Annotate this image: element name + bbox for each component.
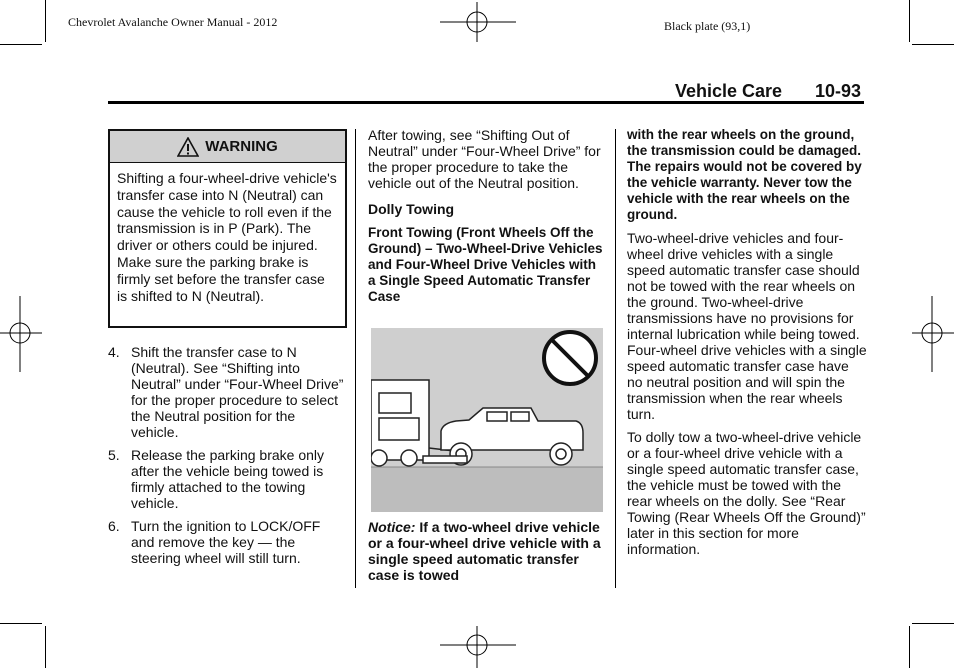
crop-mark: [912, 44, 954, 45]
dolly-tow-prohibited-illustration: [371, 328, 603, 512]
warning-icon: [177, 137, 199, 157]
warning-box: [108, 129, 347, 328]
page-number: 10-93: [815, 81, 862, 101]
steps-list: [108, 344, 344, 573]
warning-label: WARNING: [205, 138, 278, 155]
dolly-tow-paragraph: To dolly tow a two-wheel-drive vehicle or a four-wheel drive vehicle with a single speed automatic transfer case, the vehicle must be towed with the rear wheels on the dolly. See “Rear Towing (Rear Wheels Off the Ground)” later in this section for more information.: [627, 429, 866, 557]
crop-mark: [0, 623, 42, 624]
notice-paragraph: [368, 519, 603, 583]
registration-mark-top: [440, 2, 516, 42]
header-rule: [108, 101, 864, 104]
crop-mark: [45, 626, 46, 668]
section-title: Vehicle Care: [675, 81, 783, 101]
column-divider: [615, 129, 616, 588]
warning-text: Shifting a four-wheel-drive vehicle's transfer case into N (Neutral) can cause the vehicle to roll even if the transmission is in P (Park). The driver or others could be injured. Make sure the parking brake is firmly set before the transfer case is shifted to N (Neutral).: [117, 170, 337, 304]
list-item: 5. Release the parking brake only after the vehicle being towed is firmly attached to the towing vehicle.: [108, 447, 325, 511]
notice-text: If a two-wheel drive vehicle or a four-wheel drive vehicle with a single speed automatic transfer case is towed: [368, 519, 601, 583]
dolly-towing-heading: Dolly Towing: [368, 201, 455, 217]
list-item: 6. Turn the ignition to LOCK/OFF and remove the key — the steering wheel will still turn.: [108, 518, 321, 566]
manual-title: Chevrolet Avalanche Owner Manual - 2012: [68, 15, 278, 29]
notice-continued: with the rear wheels on the ground, the transmission could be damaged. The repairs would not be covered by the vehicle warranty. Never tow the vehicle with the rear wheels on the ground.: [627, 127, 862, 222]
crop-mark: [912, 623, 954, 624]
column-divider: [355, 129, 356, 588]
crop-mark: [909, 626, 910, 668]
registration-mark-left: [0, 296, 42, 372]
prohibition-icon: [544, 332, 596, 384]
notice-label: Notice:: [368, 519, 416, 535]
after-towing-text: After towing, see “Shifting Out of Neutral” under “Four-Wheel Drive” for the proper procedure to take the vehicle out of the Neutral position.: [368, 127, 601, 191]
warning-header: [110, 131, 345, 163]
registration-mark-right: [912, 296, 954, 372]
crop-mark: [0, 44, 42, 45]
crop-mark: [909, 0, 910, 42]
crop-mark: [45, 0, 46, 42]
list-item: 4. Shift the transfer case to N (Neutral). See “Shifting into Neutral” under “Four-Wheel Drive” for the proper procedure to select the Neutral position for the vehicle.: [108, 344, 344, 440]
two-wheel-drive-paragraph: Two-wheel-drive vehicles and four-wheel drive vehicles with a single speed automatic transfer case should not be towed with the rear wheels on the ground. Two-wheel-drive transmissions have no provisions for internal lubrication while being towed. Four-wheel drive vehicles with a single speed automatic transfer case have no neutral position and will spin the transmission when the rear wheels turn.: [627, 230, 867, 422]
registration-mark-bottom: [440, 626, 516, 668]
plate-label: Black plate (93,1): [664, 19, 751, 33]
front-towing-subheading: Front Towing (Front Wheels Off the Ground) – Two-Wheel-Drive Vehicles and Four-Wheel Drive Vehicles with a Single Speed Automatic Transfer Case: [368, 225, 603, 304]
